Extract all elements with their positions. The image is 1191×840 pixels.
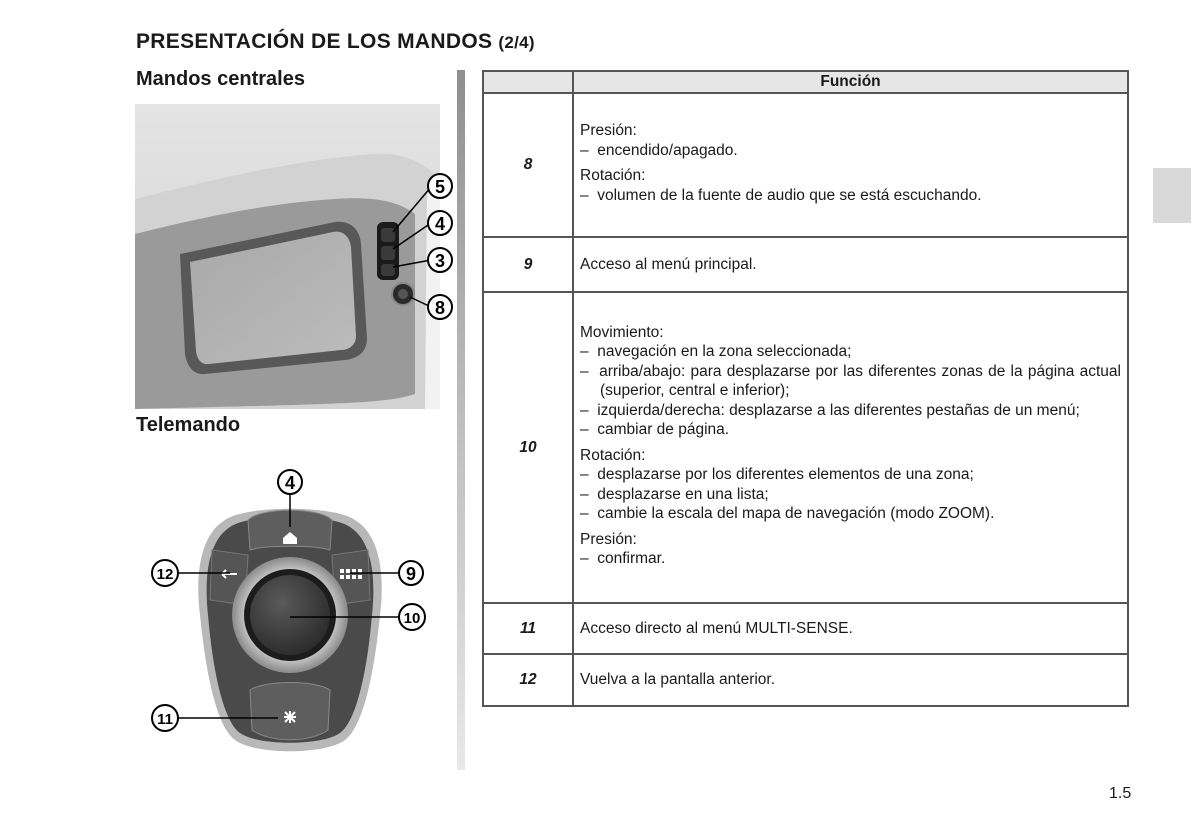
callout-label: 4 bbox=[434, 214, 446, 234]
page-title-suffix: (2/4) bbox=[498, 33, 535, 52]
table-row bbox=[483, 237, 1128, 292]
table-row bbox=[483, 654, 1128, 706]
list-item: – desplazarse por los diferentes elementos de una zona; bbox=[580, 466, 974, 483]
callout-label: 9 bbox=[405, 564, 417, 584]
list-item: – arriba/abajo: para desplazarse por las diferentes zonas de la página actual (superior, central e inferior); bbox=[580, 362, 1121, 399]
callout-12 bbox=[152, 560, 178, 586]
section-heading-remote: Telemando bbox=[136, 414, 241, 436]
list-item: – encendido/apagado. bbox=[580, 141, 738, 159]
row-number: 8 bbox=[483, 93, 573, 237]
table-row bbox=[483, 603, 1128, 654]
row-description: Acceso al menú principal. bbox=[573, 237, 1128, 292]
section-heading-central: Mandos centrales bbox=[136, 68, 305, 90]
callout-label: 8 bbox=[434, 298, 446, 318]
page-number: 1.5 bbox=[1109, 785, 1132, 802]
callout-11 bbox=[152, 705, 178, 731]
callout-label: 3 bbox=[434, 251, 446, 271]
callout-9 bbox=[399, 561, 423, 585]
callout-8 bbox=[428, 295, 452, 319]
callout-5 bbox=[428, 174, 452, 198]
header-number-cell bbox=[483, 71, 573, 93]
table-row bbox=[483, 292, 1128, 603]
dashboard-figure bbox=[135, 104, 460, 410]
page-title-text: PRESENTACIÓN DE LOS MANDOS bbox=[136, 30, 493, 53]
row-description: Acceso directo al menú MULTI-SENSE. bbox=[573, 603, 1128, 654]
row-description: Vuelva a la pantalla anterior. bbox=[573, 654, 1128, 706]
column-divider bbox=[457, 70, 465, 770]
remote-figure bbox=[150, 465, 435, 755]
callout-label: 5 bbox=[434, 177, 446, 197]
block-heading: Rotación: bbox=[580, 446, 646, 464]
list-item: – navegación en la zona seleccionada; bbox=[580, 343, 852, 360]
callout-4 bbox=[428, 211, 452, 235]
callout-label: 12 bbox=[156, 566, 174, 583]
chapter-tab bbox=[1153, 168, 1191, 223]
list-item: – volumen de la fuente de audio que se está escuchando. bbox=[580, 186, 982, 204]
row-number: 9 bbox=[483, 237, 573, 292]
row-description bbox=[573, 93, 1128, 237]
list-item: – desplazarse en una lista; bbox=[580, 485, 769, 503]
callout-3 bbox=[428, 248, 452, 272]
callout-label: 10 bbox=[403, 610, 421, 627]
list-item: – confirmar. bbox=[580, 550, 666, 567]
list-item: – izquierda/derecha: desplazarse a las diferentes pestañas de un menú; bbox=[580, 401, 1080, 419]
header-function-cell: Función bbox=[573, 71, 1128, 93]
row-description bbox=[573, 292, 1128, 603]
function-table bbox=[482, 70, 1129, 707]
table-row bbox=[483, 93, 1128, 237]
list-item: – cambiar de página. bbox=[580, 421, 730, 438]
block-heading: Movimiento: bbox=[580, 323, 664, 341]
table-header-row bbox=[483, 71, 1128, 93]
callout-10 bbox=[399, 604, 425, 630]
callout-label: 11 bbox=[157, 711, 173, 728]
row-number: 11 bbox=[483, 603, 573, 654]
row-number: 12 bbox=[483, 654, 573, 706]
callout-4 bbox=[278, 470, 302, 494]
row-number: 10 bbox=[483, 292, 573, 603]
block-heading: Rotación: bbox=[580, 167, 646, 184]
list-item: – cambie la escala del mapa de navegación (modo ZOOM). bbox=[580, 505, 995, 522]
block-heading: Presión: bbox=[580, 530, 637, 548]
callout-label: 4 bbox=[284, 473, 296, 493]
block-heading: Presión: bbox=[580, 122, 637, 139]
page-title bbox=[136, 30, 535, 54]
